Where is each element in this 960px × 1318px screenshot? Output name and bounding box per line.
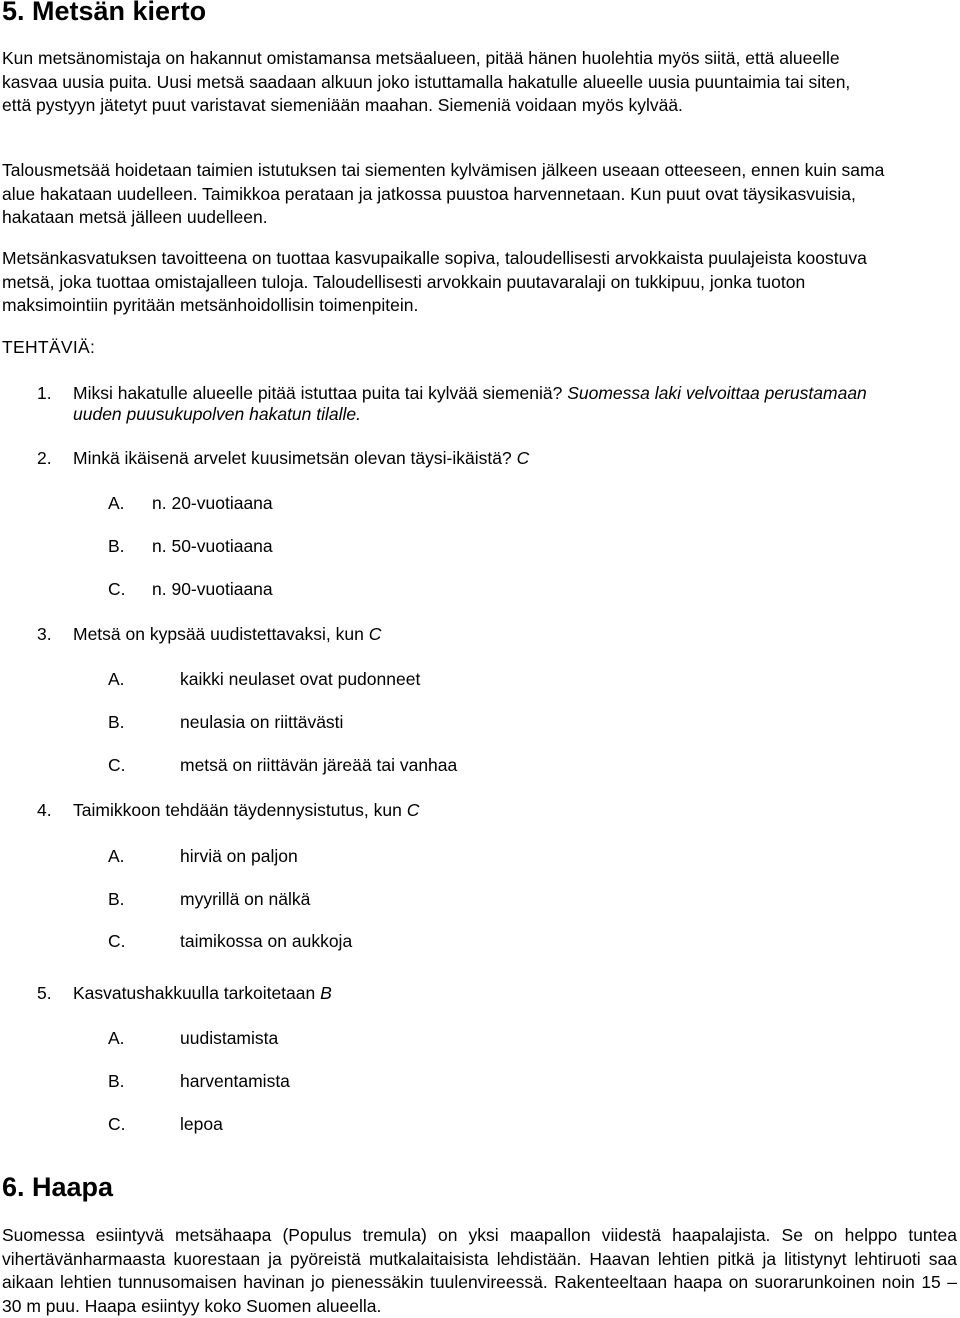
question-body — [73, 624, 867, 645]
question-text: Metsä on kypsää uudistettavaksi, kun — [73, 624, 364, 644]
option-letter: B. — [108, 536, 125, 556]
option-row — [108, 536, 273, 557]
option-text: neulasia on riittävästi — [180, 712, 344, 732]
question-number: 5. — [37, 983, 52, 1003]
task-heading: TEHTÄVIÄ: — [2, 337, 96, 357]
question-5 — [37, 983, 867, 1004]
question-body — [73, 448, 867, 469]
section-title-haapa: 6. Haapa — [2, 1172, 114, 1202]
question-text: Taimikkoon tehdään täydennysistutus, kun — [73, 800, 402, 820]
option-letter: A. — [108, 846, 125, 866]
question-body — [73, 983, 867, 1004]
option-row — [108, 1028, 278, 1049]
option-text: harventamista — [180, 1071, 290, 1091]
question-text: Miksi hakatulle alueelle pitää istuttaa puita tai kylvää siemeniä? — [73, 383, 563, 403]
option-row — [108, 1114, 223, 1135]
question-body — [73, 800, 867, 821]
option-letter: C. — [108, 755, 126, 775]
option-row — [108, 1071, 290, 1092]
question-number: 1. — [37, 383, 52, 403]
question-answer: C — [368, 624, 382, 644]
paragraph-metsan-uudistaminen: Kun metsänomistaja on hakannut omistamansa metsäalueen, pitää hänen huolehtia myös siitä, että alueelle kasvaa uusia puita. Uusi metsä saadaan alkuun joko istuttamalla hakatulle alueelle uusia puuntaimia tai siten, että pystyyn jätetyt puut varistavat siemeniään maahan. Siemeniä voidaan myös kylvää. — [2, 48, 851, 115]
section-title-metsan-kierto: 5. Metsän kierto — [2, 0, 207, 26]
question-text: Kasvatushakkuulla tarkoitetaan — [73, 983, 316, 1003]
option-text: metsä on riittävän järeää tai vanhaa — [180, 755, 458, 775]
option-letter: A. — [108, 493, 125, 513]
paragraph-haapa: Suomessa esiintyvä metsähaapa (Populus tremula) on yksi maapallon viidestä haapalajista. Se on helppo tuntea vihertävänharmaasta kuorestaan ja pyöreistä mutkalaitaisista lehdistään. Haavan lehtien pitkä ja litistynyt lehtiruoti saa aikaan lehtien tunnusomaisen havinan jo pienessäkin tuulenvireessä. Rakenteeltaan haapa on suorarunkoinen noin 15 – 30 m puu. Haapa esiintyy koko Suomen alueella. — [2, 1225, 957, 1316]
question-answer: B — [320, 983, 332, 1003]
question-2 — [37, 448, 867, 469]
option-text: kaikki neulaset ovat pudonneet — [180, 669, 421, 689]
option-text: n. 20-vuotiaana — [152, 493, 273, 513]
option-row — [108, 931, 352, 952]
option-text: hirviä on paljon — [180, 846, 298, 866]
option-letter: C. — [108, 1114, 126, 1134]
option-letter: B. — [108, 712, 125, 732]
question-answer: C — [516, 448, 530, 468]
option-row — [108, 755, 457, 776]
question-text: Minkä ikäisenä arvelet kuusimetsän olevan täysi-ikäistä? — [73, 448, 512, 468]
option-letter: B. — [108, 1071, 125, 1091]
question-1 — [37, 383, 867, 425]
question-body — [73, 383, 867, 425]
question-4 — [37, 800, 867, 821]
paragraph-metsankasvatuksen-tavoite: Metsänkasvatuksen tavoitteena on tuottaa kasvupaikalle sopiva, taloudellisesti arvokkaista puulajeista koostuva metsä, joka tuottaa omistajalleen tuloja. Taloudellisesti arvokkain puutavaralaji on tukkipuu, jonka tuoton maksimointiin pyritään metsänhoidollisin toimenpitein. — [2, 248, 867, 315]
option-row — [108, 493, 273, 514]
option-text: uudistamista — [180, 1028, 279, 1048]
question-number: 3. — [37, 624, 52, 644]
option-letter: B. — [108, 889, 125, 909]
paragraph-talousmetsan-hoito: Talousmetsää hoidetaan taimien istutuksen tai siementen kylvämisen jälkeen useaan otteeseen, ennen kuin sama alue hakataan uudelleen. Taimikkoa perataan ja jatkossa puustoa harvennetaan. Kun puut ovat täysikasvuisia, hakataan metsä jälleen uudelleen. — [2, 160, 885, 227]
question-number: 4. — [37, 800, 52, 820]
option-text: n. 50-vuotiaana — [152, 536, 273, 556]
option-text: lepoa — [180, 1114, 223, 1134]
option-letter: A. — [108, 1028, 125, 1048]
option-letter: A. — [108, 669, 125, 689]
option-row — [108, 579, 273, 600]
option-text: myyrillä on nälkä — [180, 889, 311, 909]
question-number: 2. — [37, 448, 52, 468]
option-text: n. 90-vuotiaana — [152, 579, 273, 599]
option-letter: C. — [108, 579, 126, 599]
option-row — [108, 889, 310, 910]
option-row — [108, 712, 343, 733]
question-answer: C — [406, 800, 420, 820]
question-3 — [37, 624, 867, 645]
option-row — [108, 846, 298, 867]
option-letter: C. — [108, 931, 126, 951]
question-note: Suomessa laki velvoittaa perustamaan uuden puusukupolven hakatun tilalle. — [73, 383, 867, 424]
option-text: taimikossa on aukkoja — [180, 931, 353, 951]
option-row — [108, 669, 420, 690]
